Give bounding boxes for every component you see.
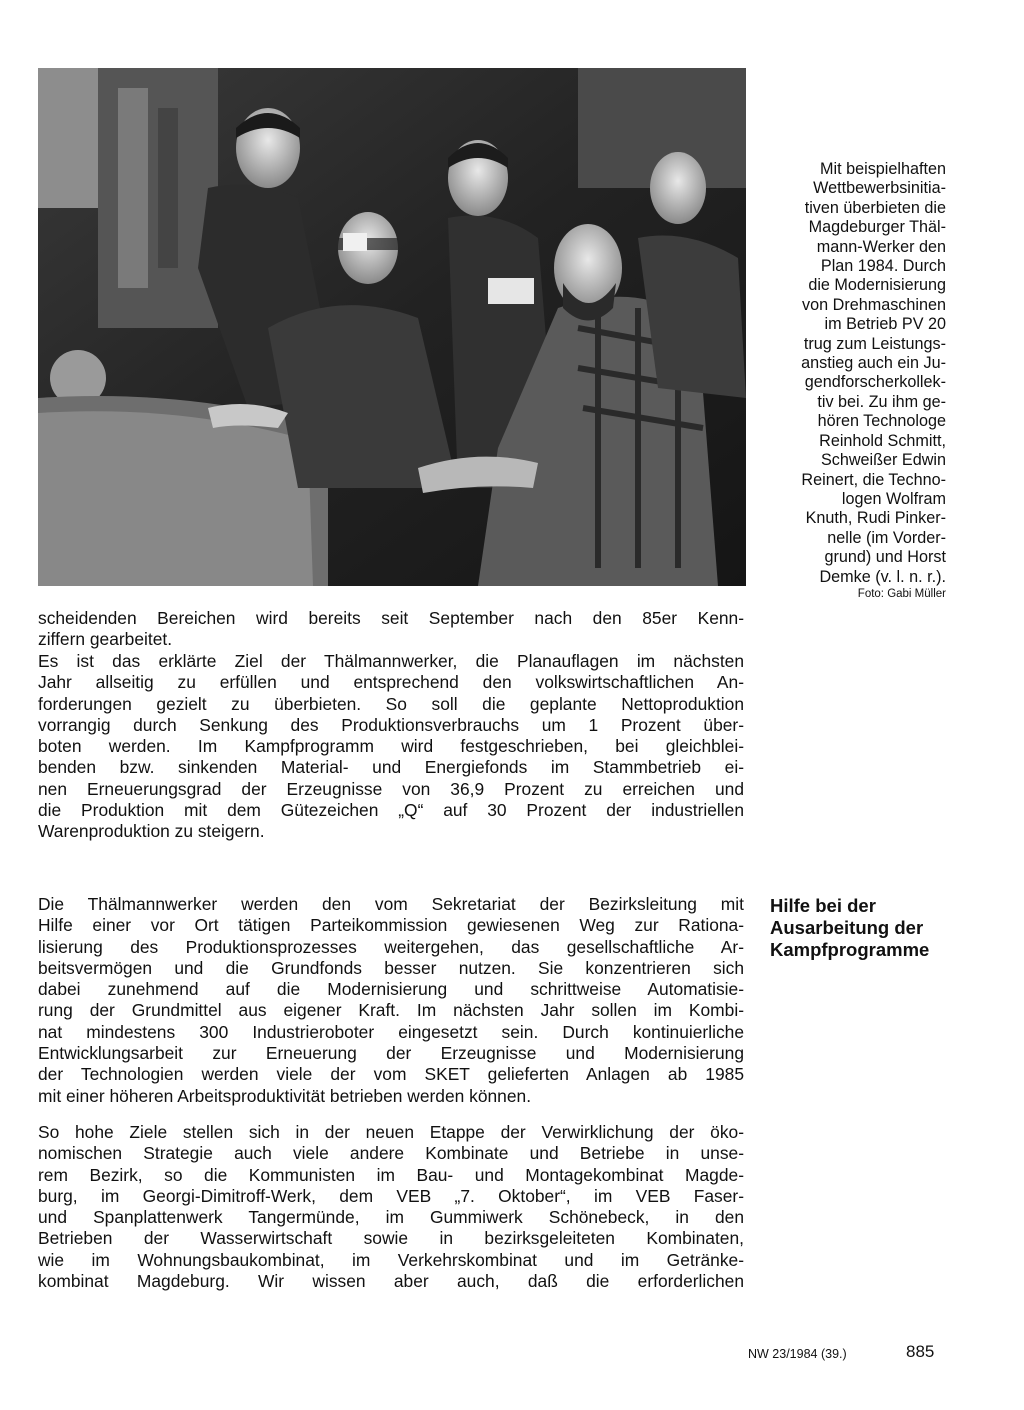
- photo-caption: [770, 160, 946, 602]
- text-line: boten werden. Im Kampfprogramm wird festgeschrieben, bei gleichblei-: [38, 736, 744, 757]
- caption-line: hören Technologe: [817, 412, 946, 431]
- sidehead-line: Kampfprogramme: [770, 939, 930, 960]
- text-line: So hohe Ziele stellen sich in der neuen Etappe der Verwirklichung der öko-: [38, 1122, 744, 1142]
- caption-line: von Drehmaschinen: [802, 295, 946, 314]
- caption-line: Wettbewerbsinitia-: [813, 179, 946, 198]
- text-line: nen Erneuerungsgrad der Erzeugnisse von 36,9 Prozent zu erreichen und: [38, 778, 744, 799]
- text-line: lisierung des Produktionsprozesses weitergehen, das gesellschaftliche Ar-: [38, 936, 744, 957]
- caption-line: tiv bei. Zu ihm ge-: [817, 392, 946, 411]
- text-line: und Spanplattenwerk Tangermünde, im Gummiwerk Schönebeck, in den: [38, 1207, 744, 1228]
- text-line: forderungen gezielt zu überbieten. So soll die geplante Nettoproduktion: [38, 693, 744, 714]
- section-sidehead: [770, 895, 950, 961]
- caption-line: Knuth, Rudi Pinker-: [805, 509, 946, 528]
- caption-line: Plan 1984. Durch: [820, 257, 946, 276]
- caption-line: logen Wolfram: [841, 489, 946, 508]
- text-line: benden bzw. sinkenden Material- und Energiefonds im Stammbetrieb ei-: [38, 757, 744, 778]
- text-line: Es ist das erklärte Ziel der Thälmannwerker, die Planauflagen im nächsten: [38, 651, 744, 671]
- paragraph-goals: [38, 651, 744, 843]
- text-line: burg, im Georgi-Dimitroff-Werk, dem VEB „7. Oktober“, im VEB Faser-: [38, 1185, 744, 1206]
- text-line: vorrangig durch Senkung des Produktionsverbrauchs um 1 Prozent über-: [38, 714, 744, 735]
- text-line: mit einer höheren Arbeitsproduktivität betrieben werden können.: [38, 1085, 532, 1106]
- caption-line: trug zum Leistungs-: [803, 334, 946, 353]
- text-line: dabei zunehmend auf die Modernisierung und schrittweise Automatisie-: [38, 979, 744, 1000]
- text-line: rem Bezirk, so die Kommunisten im Bau- und Montagekombinat Magde-: [38, 1164, 744, 1185]
- caption-line: Magdeburger Thäl-: [808, 218, 946, 237]
- text-line: kombinat Magdeburg. Wir wissen aber auch, daß die erforderlichen: [38, 1271, 744, 1292]
- text-line: Warenproduktion zu steigern.: [38, 821, 265, 842]
- issue-reference: NW 23/1984 (39.): [748, 1347, 847, 1361]
- text-line: Jahr allseitig zu erfüllen und entsprechend den volkswirtschaftlichen An-: [38, 672, 744, 693]
- sidehead-line: Hilfe bei der: [770, 895, 876, 916]
- caption-line: anstieg auch ein Ju-: [801, 354, 946, 373]
- caption-line: Reinert, die Techno-: [801, 470, 946, 489]
- caption-line: Demke (v. l. n. r.).: [819, 567, 946, 586]
- text-line: wie im Wohnungsbaukombinat, im Verkehrskombinat und im Getränke-: [38, 1249, 744, 1270]
- caption-line: die Modernisierung: [808, 276, 946, 295]
- paragraph-other-combines: [38, 1122, 744, 1292]
- caption-line: Mit beispielhaften: [820, 160, 946, 178]
- workers-photo: [38, 68, 746, 586]
- caption-line: mann-Werker den: [816, 237, 946, 256]
- text-line: die Produktion mit dem Gütezeichen „Q“ auf 30 Prozent der industriellen: [38, 800, 744, 821]
- caption-line: nelle (im Vorder-: [827, 528, 946, 547]
- caption-line: gendforscherkollek-: [804, 373, 946, 392]
- text-line: Die Thälmannwerker werden den vom Sekretariat der Bezirksleitung mit: [38, 894, 744, 914]
- caption-line: tiven überbieten die: [804, 198, 946, 217]
- text-line: Entwicklungsarbeit zur Erneuerung der Erzeugnisse und Modernisierung: [38, 1043, 744, 1064]
- text-line: rung der Grundmittel aus eigener Kraft. Im nächsten Jahr sollen im Kombi-: [38, 1000, 744, 1021]
- paragraph-rationalization: [38, 894, 744, 1107]
- text-line: scheidenden Bereichen wird bereits seit September nach den 85er Kenn-: [38, 608, 744, 628]
- text-line: beitsvermögen und die Grundfonds besser nutzen. Sie konzentrieren sich: [38, 957, 744, 978]
- sidehead-line: Ausarbeitung der: [770, 917, 924, 938]
- caption-line: grund) und Horst: [824, 548, 946, 567]
- text-line: Hilfe einer vor Ort tätigen Parteikommission gewiesenen Weg zur Rationa-: [38, 915, 744, 936]
- caption-line: im Betrieb PV 20: [824, 315, 946, 334]
- text-line: nomischen Strategie auch viele andere Kombinate und Betriebe in unse-: [38, 1143, 744, 1164]
- text-line: der Technologien werden viele der vom SKET gelieferten Anlagen ab 1985: [38, 1064, 744, 1085]
- text-line: nat mindestens 300 Industrieroboter eingesetzt sein. Durch kontinuierliche: [38, 1021, 744, 1042]
- paragraph-continuation: [38, 608, 744, 651]
- photo-credit: Foto: Gabi Müller: [857, 587, 946, 600]
- text-line: Betrieben der Wasserwirtschaft sowie in bezirksgeleiteten Kombinaten,: [38, 1228, 744, 1249]
- workers-photo-illustration: [38, 68, 746, 586]
- caption-line: Schweißer Edwin: [820, 451, 946, 470]
- text-line: ziffern gearbeitet.: [38, 629, 173, 650]
- page-number: 885: [906, 1342, 935, 1361]
- caption-line: Reinhold Schmitt,: [819, 431, 946, 450]
